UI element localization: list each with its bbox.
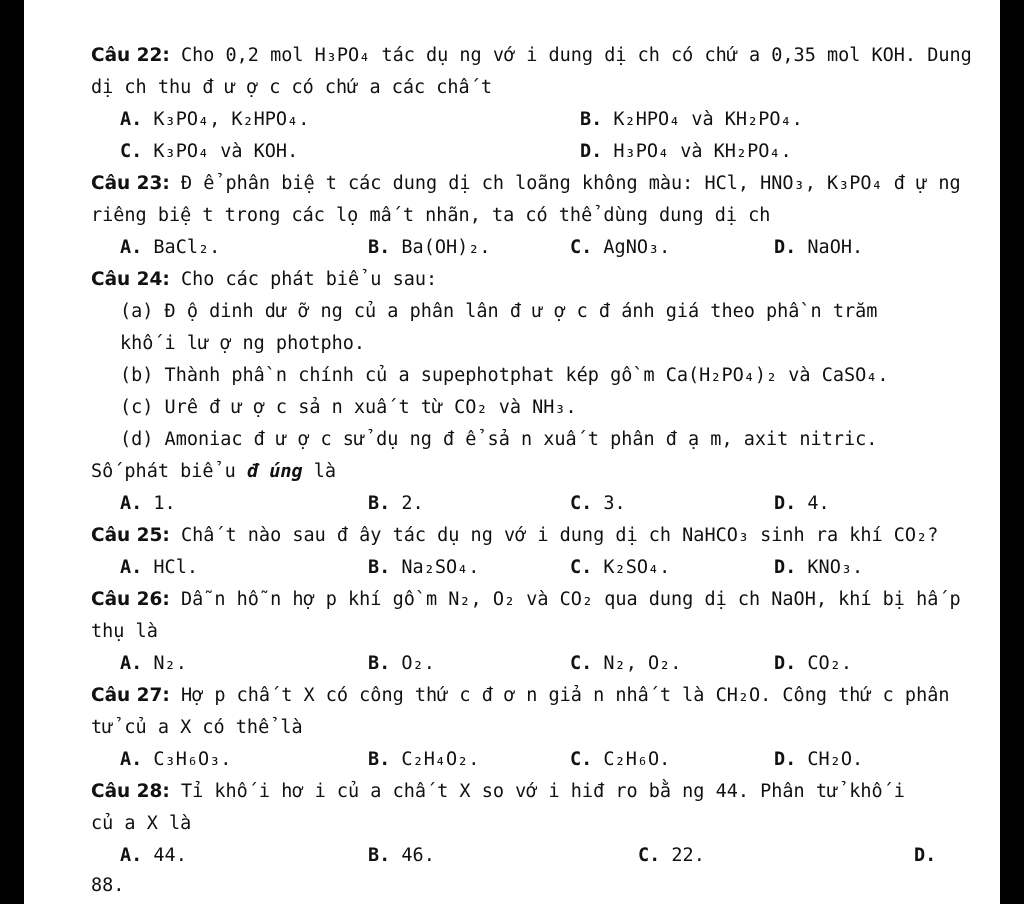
question-26-option-b: B. O₂. [368,653,435,674]
question-25-option-d: D. KNO₃. [774,557,864,578]
document-page [24,0,1000,904]
question-28-option-d: D. [914,845,937,866]
statement-a-line-1: (a) Đ ộ dinh dư ỡ ng củ a phân lân đ ư ợ c đ ánh giá theo phầ n trăm [120,301,878,322]
question-22-line-2: dị ch thu đ ư ợ c có chứ a các chấ t [91,77,492,98]
question-28-option-d-value: 88. [91,875,125,896]
question-22-option-a: A. K₃PO₄, K₂HPO₄. [120,109,310,130]
question-22-stem-1: Cho 0,2 mol H₃PO₄ tác dụ ng vớ i dung dị ch có chứ a 0,35 mol KOH. Dung [169,45,972,66]
question-25-option-c: C. K₂SO₄. [570,557,671,578]
question-28-option-a: A. 44. [120,845,187,866]
question-22-line-1 [91,44,972,68]
question-24-option-a: A. 1. [120,493,176,514]
question-27-line-1 [91,684,949,708]
question-25-line-1 [91,524,938,548]
question-27-label: Câu 27: [91,685,170,706]
question-23-option-b: B. Ba(OH)₂. [368,237,491,258]
question-27-stem-1: Hợ p chấ t X có công thứ c đ ơ n giả n nhấ t là CH₂O. Công thứ c phân [169,685,950,706]
question-26-line-2: thụ là [91,621,158,642]
statement-b: (b) Thành phầ n chính củ a supephotphat kép gồ m Ca(H₂PO₄)₂ và CaSO₄. [120,365,889,386]
question-25-label: Câu 25: [91,525,170,546]
question-22-option-c: C. K₃PO₄ và KOH. [120,141,299,162]
question-28-option-c: C. 22. [638,845,705,866]
question-24-count-line: Số phát biể u đ úng là [91,461,337,482]
question-26-option-c: C. N₂, O₂. [570,653,682,674]
question-23-line-2: riêng biệ t trong các lọ mấ t nhãn, ta có thể dùng dung dị ch [91,205,771,226]
question-24-option-d: D. 4. [774,493,830,514]
question-23-option-a: A. BaCl₂. [120,237,221,258]
question-25-option-a: A. HCl. [120,557,198,578]
question-27-line-2: tử củ a X có thể là [91,717,303,738]
question-23-label: Câu 23: [91,173,170,194]
question-24-stem-1: Cho các phát biể u sau: [169,269,438,290]
question-28-line-1 [91,780,905,804]
question-26-option-a: A. N₂. [120,653,187,674]
question-27-option-a: A. C₃H₆O₃. [120,749,232,770]
question-26-line-1 [91,588,961,612]
question-26-stem-1: Dẫ n hỗ n hợ p khí gồ m N₂, O₂ và CO₂ qua dung dị ch NaOH, khí bị hấ p [169,589,961,610]
question-22-option-b: B. K₂HPO₄ và KH₂PO₄. [580,109,803,130]
statement-a-line-2: khố i lư ợ ng photpho. [120,333,366,354]
question-28-line-2: củ a X là [91,813,192,834]
question-23-stem-1: Đ ể phân biệ t các dung dị ch loãng không màu: HCl, HNO₃, K₃PO₄ đ ự ng [169,173,961,194]
question-25-option-b: B. Na₂SO₄. [368,557,480,578]
question-26-option-d: D. CO₂. [774,653,852,674]
question-25-stem-1: Chấ t nào sau đ ây tác dụ ng vớ i dung dị ch NaHCO₃ sinh ra khí CO₂? [169,525,939,546]
statement-c: (c) Urê đ ư ợ c sả n xuấ t từ CO₂ và NH₃. [120,397,577,418]
question-24-option-b: B. 2. [368,493,424,514]
question-24-line-1 [91,268,437,292]
question-23-line-1 [91,172,961,196]
question-24-option-c: C. 3. [570,493,626,514]
question-22-label: Câu 22: [91,45,170,66]
question-26-label: Câu 26: [91,589,170,610]
emphasis-correct: đ úng [246,461,303,482]
question-28-option-b: B. 46. [368,845,435,866]
question-28-label: Câu 28: [91,781,170,802]
question-27-option-d: D. CH₂O. [774,749,864,770]
question-27-option-b: B. C₂H₄O₂. [368,749,480,770]
question-22-option-d: D. H₃PO₄ và KH₂PO₄. [580,141,792,162]
question-23-option-d: D. NaOH. [774,237,864,258]
question-28-stem-1: Tỉ khố i hơ i củ a chấ t X so vớ i hiđ ro bằ ng 44. Phân tử khố i [169,781,905,802]
statement-d: (d) Amoniac đ ư ợ c sử dụ ng đ ể sả n xuấ t phân đ ạ m, axit nitric. [120,429,878,450]
question-24-label: Câu 24: [91,269,170,290]
question-23-option-c: C. AgNO₃. [570,237,671,258]
question-27-option-c: C. C₂H₆O. [570,749,671,770]
